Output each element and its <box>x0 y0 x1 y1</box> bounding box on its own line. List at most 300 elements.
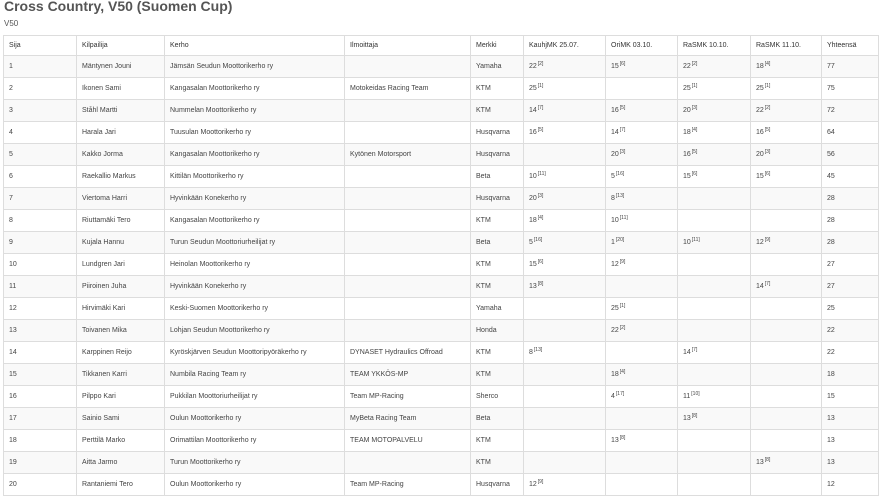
round-points: 5 <box>529 239 533 246</box>
round-points: 16 <box>611 107 619 114</box>
round-points: 13 <box>529 283 537 290</box>
cell-round-4 <box>751 408 822 430</box>
round-points: 22 <box>756 107 764 114</box>
cell-round-4 <box>751 298 822 320</box>
cell-round-1 <box>524 452 606 474</box>
column-header-merkki[interactable]: Merkki <box>471 36 524 56</box>
table-row <box>4 342 879 364</box>
cell-total: 27 <box>822 254 879 276</box>
cell-rider: Pilppo Kari <box>77 386 165 408</box>
round-points: 15 <box>683 173 691 180</box>
table-row <box>4 232 879 254</box>
table-row <box>4 298 879 320</box>
column-header-kerho[interactable]: Kerho <box>165 36 345 56</box>
round-placement: [8] <box>764 457 771 463</box>
round-placement: [17] <box>615 391 625 397</box>
cell-round-3 <box>678 254 751 276</box>
cell-round-1 <box>524 364 606 386</box>
cell-round-4 <box>751 166 822 188</box>
cell-round-3 <box>678 452 751 474</box>
round-placement: [3] <box>537 193 544 199</box>
cell-entrant <box>345 232 471 254</box>
cell-round-3 <box>678 342 751 364</box>
round-points: 1 <box>611 239 615 246</box>
round-points: 12 <box>611 261 619 268</box>
round-placement: [2] <box>691 61 698 67</box>
round-points: 11 <box>683 393 691 400</box>
table-row <box>4 430 879 452</box>
round-points: 22 <box>683 63 691 70</box>
round-placement: [5] <box>764 127 771 133</box>
cell-round-1 <box>524 386 606 408</box>
cell-rider: Harala Jari <box>77 122 165 144</box>
cell-position: 12 <box>4 298 77 320</box>
round-points: 13 <box>683 415 691 422</box>
cell-rider: Perttilä Marko <box>77 430 165 452</box>
cell-round-3 <box>678 298 751 320</box>
cell-total: 12 <box>822 474 879 496</box>
cell-rider: Kujala Hannu <box>77 232 165 254</box>
cell-entrant <box>345 56 471 78</box>
cell-total: 28 <box>822 188 879 210</box>
table-row <box>4 364 879 386</box>
cell-round-2 <box>606 210 678 232</box>
cell-make: Beta <box>471 232 524 254</box>
cell-round-4 <box>751 320 822 342</box>
cell-round-1 <box>524 144 606 166</box>
cell-make: Honda <box>471 320 524 342</box>
cell-rider: Piiroinen Juha <box>77 276 165 298</box>
cell-position: 17 <box>4 408 77 430</box>
cell-entrant <box>345 100 471 122</box>
cell-club: Lohjan Seudun Moottorikerho ry <box>165 320 345 342</box>
round-placement: [8] <box>691 413 698 419</box>
cell-rider: Aitta Jarmo <box>77 452 165 474</box>
cell-round-1 <box>524 56 606 78</box>
cell-make: KTM <box>471 100 524 122</box>
cell-entrant <box>345 276 471 298</box>
round-placement: [5] <box>619 105 626 111</box>
cell-make: KTM <box>471 342 524 364</box>
cell-total: 15 <box>822 386 879 408</box>
cell-round-2 <box>606 100 678 122</box>
cell-total: 28 <box>822 210 879 232</box>
table-row <box>4 100 879 122</box>
cell-entrant: MyBeta Racing Team <box>345 408 471 430</box>
cell-round-2 <box>606 386 678 408</box>
cell-entrant: DYNASET Hydraulics Offroad <box>345 342 471 364</box>
round-placement: [10] <box>691 391 700 397</box>
round-placement: [1] <box>537 83 544 89</box>
cell-round-4 <box>751 342 822 364</box>
round-points: 14 <box>683 349 691 356</box>
cell-total: 13 <box>822 452 879 474</box>
cell-club: Kangasalan Moottorikerho ry <box>165 210 345 232</box>
cell-entrant <box>345 298 471 320</box>
cell-round-3 <box>678 210 751 232</box>
cell-round-3 <box>678 100 751 122</box>
round-placement: [4] <box>764 61 771 67</box>
column-header-round-4[interactable]: RaSMK 11.10. <box>751 36 822 56</box>
cell-round-2 <box>606 78 678 100</box>
cell-position: 3 <box>4 100 77 122</box>
round-placement: [7] <box>537 105 544 111</box>
cell-position: 11 <box>4 276 77 298</box>
round-points: 22 <box>529 63 537 70</box>
round-points: 8 <box>529 349 533 356</box>
round-placement: [3] <box>691 105 698 111</box>
cell-club: Keski-Suomen Moottorikerho ry <box>165 298 345 320</box>
cell-total: 72 <box>822 100 879 122</box>
cell-round-4 <box>751 364 822 386</box>
cell-rider: Mäntynen Jouni <box>77 56 165 78</box>
cell-round-1 <box>524 166 606 188</box>
round-placement: [9] <box>764 237 771 243</box>
round-points: 20 <box>529 195 537 202</box>
cell-make: Husqvarna <box>471 474 524 496</box>
round-points: 18 <box>683 129 691 136</box>
cell-round-4 <box>751 232 822 254</box>
round-points: 18 <box>529 217 537 224</box>
table-row <box>4 188 879 210</box>
cell-round-3 <box>678 144 751 166</box>
cell-round-4 <box>751 78 822 100</box>
cell-total: 77 <box>822 56 879 78</box>
round-placement: [3] <box>764 149 771 155</box>
cell-round-4 <box>751 276 822 298</box>
column-header-round-1[interactable]: KauhjMK 25.07. <box>524 36 606 56</box>
cell-total: 13 <box>822 430 879 452</box>
cell-make: KTM <box>471 452 524 474</box>
round-placement: [9] <box>619 259 626 265</box>
cell-round-4 <box>751 122 822 144</box>
round-points: 10 <box>611 217 619 224</box>
round-points: 16 <box>756 129 764 136</box>
cell-round-3 <box>678 188 751 210</box>
cell-round-4 <box>751 386 822 408</box>
cell-round-2 <box>606 474 678 496</box>
cell-round-3 <box>678 122 751 144</box>
round-placement: [9] <box>537 479 544 485</box>
cell-make: Husqvarna <box>471 144 524 166</box>
page-title: Cross Country, V50 (Suomen Cup) <box>4 0 233 14</box>
table-row <box>4 166 879 188</box>
cell-club: Turun Seudun Moottoriurheilijat ry <box>165 232 345 254</box>
cell-round-3 <box>678 232 751 254</box>
cell-round-1 <box>524 254 606 276</box>
round-placement: [8] <box>537 281 544 287</box>
round-placement: [1] <box>764 83 771 89</box>
cell-total: 75 <box>822 78 879 100</box>
cell-club: Orimattilan Moottorikerho ry <box>165 430 345 452</box>
round-placement: [11] <box>619 215 628 221</box>
cell-entrant <box>345 166 471 188</box>
cell-round-2 <box>606 56 678 78</box>
cell-round-1 <box>524 474 606 496</box>
table-row <box>4 320 879 342</box>
round-points: 18 <box>756 63 764 70</box>
cell-round-1 <box>524 232 606 254</box>
round-placement: [13] <box>533 347 543 353</box>
table-row <box>4 122 879 144</box>
column-header-round-2[interactable]: OriMK 03.10. <box>606 36 678 56</box>
round-placement: [1] <box>619 303 626 309</box>
cell-make: KTM <box>471 78 524 100</box>
cell-total: 56 <box>822 144 879 166</box>
cell-entrant: Team MP-Racing <box>345 474 471 496</box>
cell-round-2 <box>606 364 678 386</box>
round-placement: [4] <box>619 369 626 375</box>
round-placement: [16] <box>615 171 625 177</box>
cell-make: Husqvarna <box>471 122 524 144</box>
cell-rider: Rantaniemi Tero <box>77 474 165 496</box>
round-placement: [2] <box>764 105 771 111</box>
cell-round-4 <box>751 254 822 276</box>
cell-entrant: TEAM YKKÖS-MP <box>345 364 471 386</box>
cell-total: 22 <box>822 320 879 342</box>
round-placement: [13] <box>615 193 625 199</box>
cell-round-3 <box>678 166 751 188</box>
cell-entrant <box>345 210 471 232</box>
round-placement: [7] <box>764 281 771 287</box>
round-points: 15 <box>611 63 619 70</box>
cell-club: Oulun Moottorikerho ry <box>165 474 345 496</box>
cell-position: 19 <box>4 452 77 474</box>
cell-rider: Ståhl Martti <box>77 100 165 122</box>
cell-position: 7 <box>4 188 77 210</box>
cell-round-4 <box>751 474 822 496</box>
cell-club: Turun Moottorikerho ry <box>165 452 345 474</box>
cell-round-2 <box>606 342 678 364</box>
round-points: 22 <box>611 327 619 334</box>
cell-round-3 <box>678 276 751 298</box>
column-header-sija[interactable]: Sija <box>4 36 77 56</box>
cell-position: 2 <box>4 78 77 100</box>
cell-entrant <box>345 320 471 342</box>
cell-rider: Toivanen Mika <box>77 320 165 342</box>
cell-entrant: Motokeidas Racing Team <box>345 78 471 100</box>
round-points: 4 <box>611 393 615 400</box>
table-row <box>4 144 879 166</box>
cell-position: 18 <box>4 430 77 452</box>
round-placement: [11] <box>537 171 546 177</box>
round-points: 10 <box>683 239 691 246</box>
cell-round-1 <box>524 100 606 122</box>
table-row <box>4 254 879 276</box>
cell-total: 64 <box>822 122 879 144</box>
round-placement: [16] <box>533 237 543 243</box>
cell-entrant <box>345 452 471 474</box>
cell-round-3 <box>678 56 751 78</box>
cell-position: 20 <box>4 474 77 496</box>
cell-make: KTM <box>471 210 524 232</box>
table-row <box>4 474 879 496</box>
cell-make: Yamaha <box>471 298 524 320</box>
round-placement: [6] <box>764 171 771 177</box>
cell-entrant: Team MP-Racing <box>345 386 471 408</box>
cell-make: Beta <box>471 408 524 430</box>
cell-round-2 <box>606 408 678 430</box>
cell-position: 13 <box>4 320 77 342</box>
cell-position: 15 <box>4 364 77 386</box>
cell-round-2 <box>606 452 678 474</box>
cell-entrant: Kytönen Motorsport <box>345 144 471 166</box>
cell-total: 25 <box>822 298 879 320</box>
cell-make: Husqvarna <box>471 188 524 210</box>
round-points: 25 <box>756 85 764 92</box>
cell-position: 16 <box>4 386 77 408</box>
round-placement: [5] <box>537 127 544 133</box>
cell-total: 27 <box>822 276 879 298</box>
cell-rider: Viertoma Harri <box>77 188 165 210</box>
class-subtitle: V50 <box>4 19 19 28</box>
cell-club: Pukkilan Moottoriurheilijat ry <box>165 386 345 408</box>
cell-round-4 <box>751 56 822 78</box>
cell-club: Kangasalan Moottorikerho ry <box>165 78 345 100</box>
cell-club: Kittilän Moottorikerho ry <box>165 166 345 188</box>
table-header-row <box>4 36 879 56</box>
table-row <box>4 276 879 298</box>
round-placement: [11] <box>691 237 700 243</box>
cell-position: 9 <box>4 232 77 254</box>
cell-round-2 <box>606 276 678 298</box>
round-points: 25 <box>529 85 537 92</box>
cell-round-4 <box>751 188 822 210</box>
column-header-total[interactable]: Yhteensä <box>822 36 879 56</box>
cell-club: Nummelan Moottorikerho ry <box>165 100 345 122</box>
cell-round-4 <box>751 430 822 452</box>
cell-round-2 <box>606 298 678 320</box>
cell-round-1 <box>524 298 606 320</box>
cell-round-3 <box>678 320 751 342</box>
cell-entrant: TEAM MOTOPALVELU <box>345 430 471 452</box>
table-row <box>4 452 879 474</box>
cell-rider: Raekallio Markus <box>77 166 165 188</box>
cell-round-3 <box>678 364 751 386</box>
round-points: 14 <box>529 107 537 114</box>
cell-round-2 <box>606 430 678 452</box>
round-points: 20 <box>756 151 764 158</box>
round-placement: [6] <box>619 61 626 67</box>
table-row <box>4 210 879 232</box>
cell-rider: Ikonen Sami <box>77 78 165 100</box>
cell-entrant <box>345 254 471 276</box>
cell-round-2 <box>606 144 678 166</box>
cell-club: Jämsän Seudun Moottorikerho ry <box>165 56 345 78</box>
cell-position: 4 <box>4 122 77 144</box>
round-placement: [2] <box>619 325 626 331</box>
column-header-ilmoittaja[interactable]: Ilmoittaja <box>345 36 471 56</box>
round-placement: [7] <box>691 347 698 353</box>
cell-round-2 <box>606 166 678 188</box>
round-points: 12 <box>756 239 764 246</box>
cell-club: Hyvinkään Konekerho ry <box>165 188 345 210</box>
cell-rider: Sainio Sami <box>77 408 165 430</box>
cell-rider: Kakko Jorma <box>77 144 165 166</box>
cell-round-4 <box>751 100 822 122</box>
cell-position: 5 <box>4 144 77 166</box>
round-points: 10 <box>529 173 537 180</box>
cell-rider: Lundgren Jari <box>77 254 165 276</box>
round-placement: [5] <box>691 149 698 155</box>
cell-total: 28 <box>822 232 879 254</box>
cell-total: 45 <box>822 166 879 188</box>
cell-round-3 <box>678 430 751 452</box>
round-placement: [8] <box>619 435 626 441</box>
cell-total: 13 <box>822 408 879 430</box>
cell-position: 8 <box>4 210 77 232</box>
round-placement: [6] <box>691 171 698 177</box>
round-placement: [4] <box>537 215 544 221</box>
cell-make: KTM <box>471 430 524 452</box>
column-header-round-3[interactable]: RaSMK 10.10. <box>678 36 751 56</box>
cell-round-4 <box>751 144 822 166</box>
cell-make: Sherco <box>471 386 524 408</box>
round-placement: [4] <box>691 127 698 133</box>
table-row <box>4 386 879 408</box>
cell-rider: Riuttamäki Tero <box>77 210 165 232</box>
cell-club: Kyröskjärven Seudun Moottoripyöräkerho ry <box>165 342 345 364</box>
cell-round-4 <box>751 210 822 232</box>
table-row <box>4 78 879 100</box>
round-points: 8 <box>611 195 615 202</box>
round-points: 20 <box>611 151 619 158</box>
round-points: 18 <box>611 371 619 378</box>
round-points: 20 <box>683 107 691 114</box>
round-placement: [2] <box>537 61 544 67</box>
round-placement: [1] <box>691 83 698 89</box>
cell-round-4 <box>751 452 822 474</box>
cell-position: 14 <box>4 342 77 364</box>
round-points: 25 <box>683 85 691 92</box>
table-row <box>4 408 879 430</box>
cell-position: 1 <box>4 56 77 78</box>
cell-round-2 <box>606 122 678 144</box>
round-points: 5 <box>611 173 615 180</box>
cell-position: 10 <box>4 254 77 276</box>
cell-make: KTM <box>471 254 524 276</box>
cell-club: Tuusulan Moottorikerho ry <box>165 122 345 144</box>
round-points: 25 <box>611 305 619 312</box>
cell-round-3 <box>678 386 751 408</box>
cell-round-1 <box>524 188 606 210</box>
column-header-kilpailija[interactable]: Kilpailija <box>77 36 165 56</box>
cell-round-3 <box>678 78 751 100</box>
cell-club: Kangasalan Moottorikerho ry <box>165 144 345 166</box>
cell-round-3 <box>678 408 751 430</box>
cell-make: Yamaha <box>471 56 524 78</box>
cell-make: KTM <box>471 364 524 386</box>
table-row <box>4 56 879 78</box>
cell-position: 6 <box>4 166 77 188</box>
round-points: 16 <box>529 129 537 136</box>
round-points: 15 <box>756 173 764 180</box>
cell-entrant <box>345 122 471 144</box>
cell-round-1 <box>524 320 606 342</box>
cell-club: Oulun Moottorikerho ry <box>165 408 345 430</box>
cell-rider: Tikkanen Karri <box>77 364 165 386</box>
cell-round-1 <box>524 276 606 298</box>
cell-total: 18 <box>822 364 879 386</box>
round-points: 16 <box>683 151 691 158</box>
results-table <box>3 35 879 496</box>
cell-round-1 <box>524 210 606 232</box>
cell-entrant <box>345 188 471 210</box>
round-placement: [3] <box>619 149 626 155</box>
round-points: 14 <box>756 283 764 290</box>
cell-club: Numbila Racing Team ry <box>165 364 345 386</box>
round-points: 13 <box>756 459 764 466</box>
